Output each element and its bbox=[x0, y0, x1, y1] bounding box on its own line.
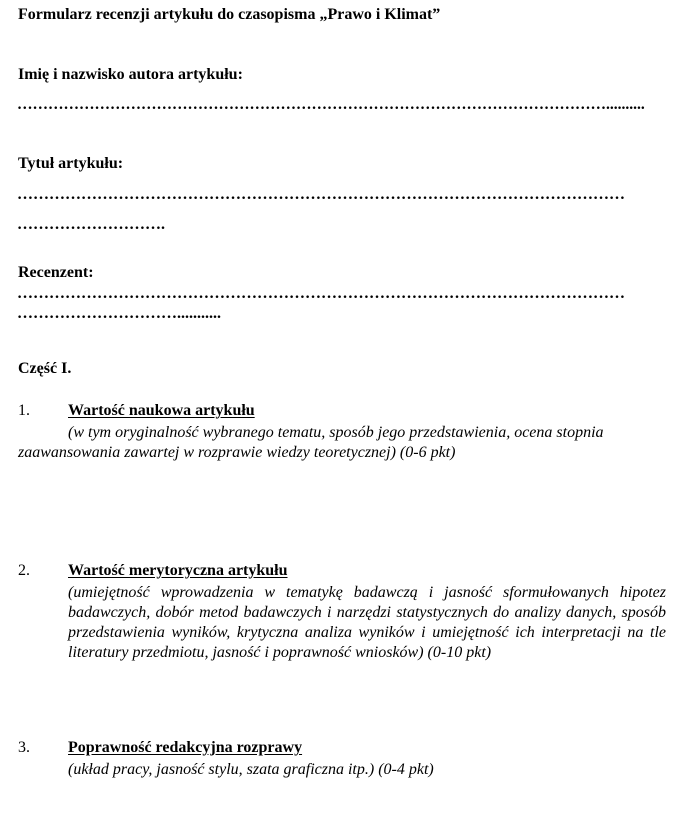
item-3-heading: Poprawność redakcyjna rozprawy bbox=[68, 739, 303, 756]
item-3-description: (układ pracy, jasność stylu, szata graficzna itp.) (0-4 pkt) bbox=[68, 761, 434, 778]
article-title-field-line-1[interactable]: …………………………………………………………………………………………………… bbox=[17, 186, 625, 203]
item-1-heading: Wartość naukowa artykułu bbox=[68, 402, 255, 419]
item-3-number: 3. bbox=[18, 739, 30, 756]
reviewer-field-line-1[interactable]: …………………………………………………………………………………………………… bbox=[17, 285, 625, 302]
item-1-number: 1. bbox=[18, 402, 30, 419]
author-field[interactable]: …………………………………………………………………………………………………….......... bbox=[17, 96, 645, 113]
author-label: Imię i nazwisko autora artykułu: bbox=[18, 66, 243, 83]
form-title: Formularz recenzji artykułu do czasopisma „Prawo i Klimat” bbox=[18, 6, 441, 23]
item-2-heading: Wartość merytoryczna artykułu bbox=[68, 562, 288, 579]
article-title-field-line-2[interactable]: ………………………. bbox=[17, 216, 165, 233]
article-title-label: Tytuł artykułu: bbox=[18, 155, 124, 172]
section-title: Część I. bbox=[18, 360, 72, 377]
reviewer-label: Recenzent: bbox=[18, 264, 94, 281]
item-1-description-first-line: (w tym oryginalność wybranego tematu, sposób jego przedstawienia, ocena stopnia bbox=[68, 424, 604, 441]
item-2-description: (umiejętność wprowadzenia w tematykę badawczą i jasność sformułowanych hipotez badawczych, dobór metod badawczych i narzędzi statystycznych do analizy danych, sposób przedstawienia wyników, krytyczna analiza wyników i umiejętność ich interpretacji na tle literatury przedmiotu, jasność i poprawność wniosków) (0-10 pkt) bbox=[68, 584, 666, 661]
item-2-number: 2. bbox=[18, 562, 30, 579]
item-1-description-rest: zaawansowania zawartej w rozprawie wiedzy teoretycznej) (0-6 pkt) bbox=[18, 444, 456, 461]
reviewer-field-line-2[interactable]: …………………………........... bbox=[17, 305, 221, 322]
